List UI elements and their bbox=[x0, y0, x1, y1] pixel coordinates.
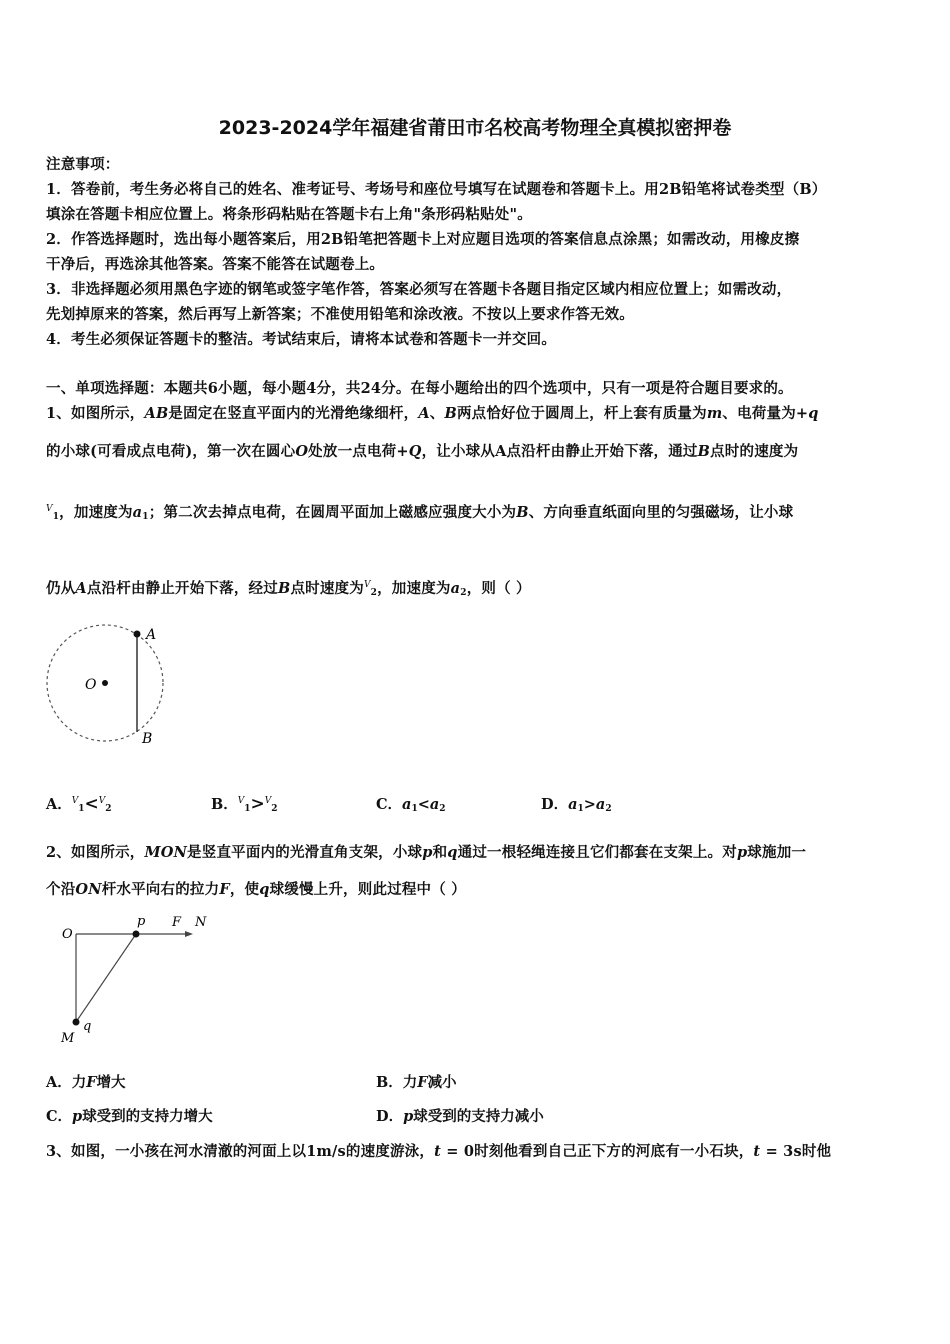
q1-line-2: 的小球(可看成点电荷)，第一次在圆心O处放一点电荷+Q，让小球从A点沿杆由静止开始下落，通过B点时的速度为 bbox=[46, 443, 799, 460]
notice-line: 4．考生必须保证答题卡的整洁。考试结束后，请将本试卷和答题卡一并交回。 bbox=[46, 331, 557, 348]
q2-option-c[interactable]: C．p球受到的支持力增大 bbox=[46, 1108, 213, 1125]
label-b: B bbox=[142, 731, 153, 747]
q2-option-d[interactable]: D．p球受到的支持力减小 bbox=[376, 1108, 544, 1125]
q1-option-a[interactable]: A．$^V_1$<$^V_2$ bbox=[46, 794, 112, 814]
notice-line: 干净后，再选涂其他答案。答案不能答在试题卷上。 bbox=[46, 256, 385, 273]
label-a: A bbox=[146, 627, 157, 643]
notice-line: 填涂在答题卡相应位置上。将条形码粘贴在答题卡右上角"条形码粘贴处"。 bbox=[46, 206, 532, 223]
notice-line: 3．非选择题必须用黑色字迹的钢笔或签字笔作答，答案必须写在答题卡各题目指定区域内相应位置上；如需改动， bbox=[46, 281, 792, 298]
label-o: O bbox=[62, 927, 73, 942]
page-title: 2023-2024学年福建省莆田市名校高考物理全真模拟密押卷 bbox=[218, 117, 732, 139]
q2-line-1: 2、如图所示，MON是竖直平面内的光滑直角支架，小球p和q通过一根轻绳连接且它们都套在支架上。对p球施加一 bbox=[46, 844, 807, 861]
q2-figure bbox=[55, 910, 215, 1050]
q1-figure bbox=[40, 620, 175, 750]
q1-line-4: 仍从A点沿杆由静止开始下落，经过B点时速度为$^V_2$，加速度为$a_2$，则（ ） bbox=[46, 580, 531, 598]
q2-option-b[interactable]: B．力F减小 bbox=[376, 1074, 457, 1091]
q3-line-1: 3、如图，一小孩在河水清澈的河面上以1m/s的速度游泳，t = 0时刻他看到自己正下方的河底有一小石块，t = 3s时他 bbox=[46, 1143, 832, 1160]
section-heading: 一、单项选择题：本题共6小题，每小题4分，共24分。在每小题给出的四个选项中，只有一项是符合题目要求的。 bbox=[46, 380, 793, 397]
q2-option-a[interactable]: A．力F增大 bbox=[46, 1074, 126, 1091]
notice-line: 1．答卷前，考生务必将自己的姓名、准考证号、考场号和座位号填写在试题卷和答题卡上。用2B铅笔将试卷类型（B） bbox=[46, 181, 827, 198]
notice-line: 2．作答选择题时，选出每小题答案后，用2B铅笔把答题卡上对应题目选项的答案信息点涂黑；如需改动，用橡皮擦 bbox=[46, 231, 800, 248]
q1-option-c[interactable]: C．$a_1<a_2$ bbox=[376, 796, 446, 814]
label-m: M bbox=[61, 1031, 75, 1046]
arrow-f bbox=[185, 931, 193, 937]
ball-p bbox=[133, 931, 140, 938]
q2-line-2: 个沿ON杆水平向右的拉力F，使q球缓慢上升，则此过程中（ ） bbox=[46, 881, 466, 898]
notice-line: 先划掉原来的答案，然后再写上新答案；不准使用铅笔和涂改液。不按以上要求作答无效。 bbox=[46, 306, 634, 323]
label-o: O bbox=[85, 677, 97, 693]
center-o bbox=[102, 680, 108, 686]
label-n: N bbox=[195, 915, 207, 930]
point-a bbox=[134, 631, 141, 638]
label-q: q bbox=[83, 1019, 92, 1034]
label-f: F bbox=[172, 915, 182, 930]
q1-option-d[interactable]: D．$a_1>a_2$ bbox=[541, 796, 612, 814]
label-p: p bbox=[137, 914, 146, 929]
q1-option-b[interactable]: B．$^V_1$>$^V_2$ bbox=[211, 794, 278, 814]
q1-line-1: 1、如图所示，AB是固定在竖直平面内的光滑绝缘细杆，A、B两点恰好位于圆周上，杆上套有质量为m、电荷量为+q bbox=[46, 405, 819, 422]
ball-q bbox=[73, 1019, 80, 1026]
rope-pq bbox=[76, 934, 136, 1022]
notice-heading: 注意事项： bbox=[46, 156, 120, 173]
q1-line-3: $^V_1$，加速度为$a_1$；第二次去掉点电荷，在圆周平面加上磁感应强度大小为B、方向垂直纸面向里的匀强磁场，让小球 bbox=[46, 504, 794, 522]
